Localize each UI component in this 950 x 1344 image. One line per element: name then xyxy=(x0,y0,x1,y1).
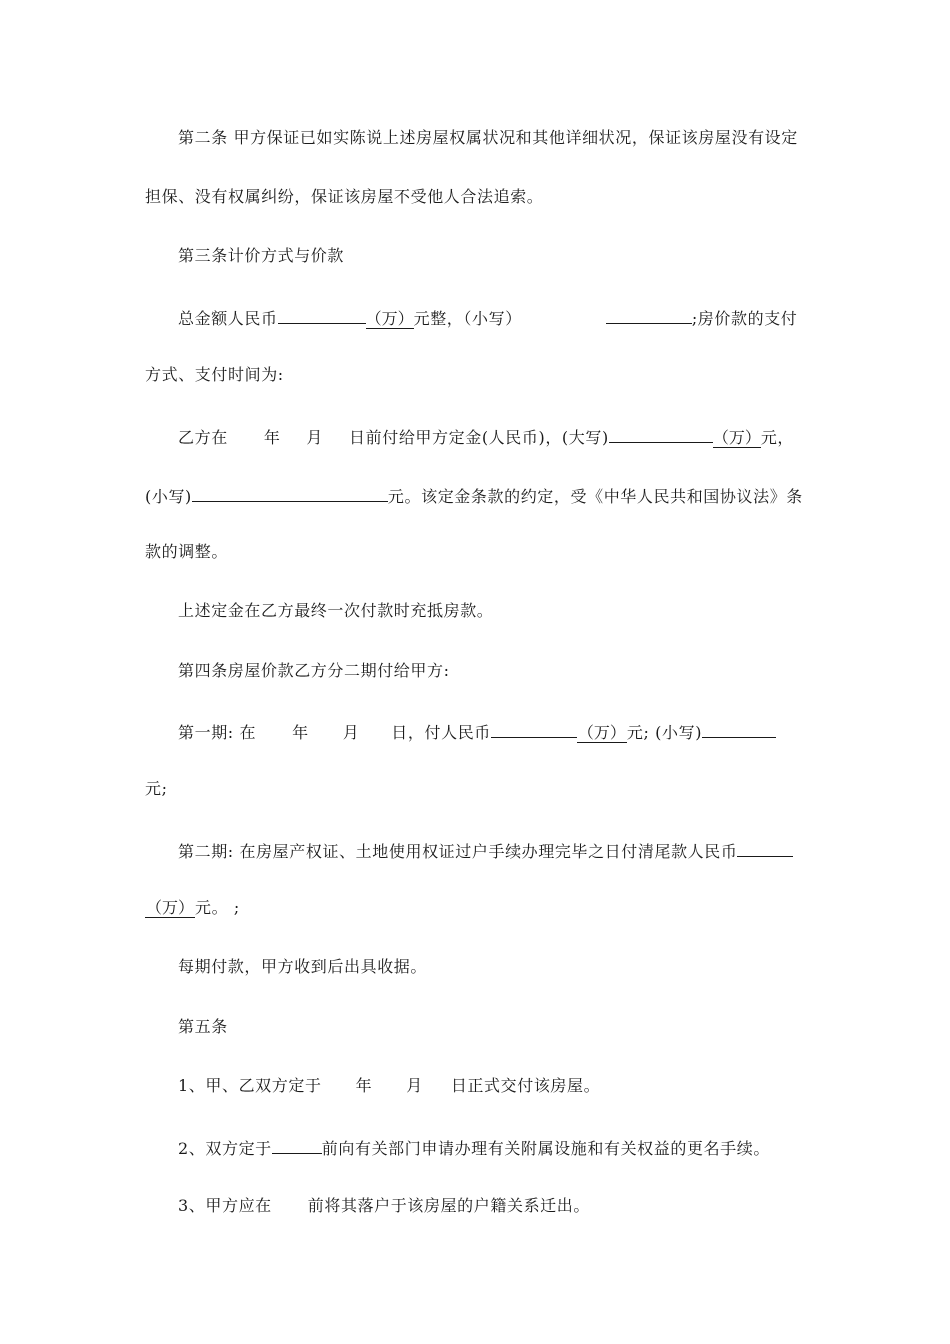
total-prefix: 总金额人民币 xyxy=(178,309,278,328)
p1-a: 第一期: 在 xyxy=(178,723,257,742)
deposit-year: 年 xyxy=(263,428,281,447)
item2-b: 前向有关部门申请办理有关附属设施和有关权益的更名手续。 xyxy=(321,1139,770,1158)
item1-a: 1、甲、乙双方定于 xyxy=(178,1076,322,1095)
small-blank xyxy=(192,483,388,502)
item1-line xyxy=(178,1075,600,1097)
small-suffix: 元。该定金条款的约定，受《中华人民共和国协议法》条 xyxy=(387,487,803,506)
total-blank xyxy=(278,305,366,324)
deposit-wan: （万） xyxy=(712,428,761,447)
p1-c: 元; (小写) xyxy=(626,723,703,742)
p1-small-blank xyxy=(702,719,776,738)
deposit-big-blank xyxy=(609,424,713,443)
phase2-end xyxy=(145,897,240,919)
p1-wan: （万） xyxy=(577,723,626,742)
item2-line xyxy=(178,1135,770,1160)
deposit-line xyxy=(178,424,794,449)
phase1-line xyxy=(178,719,776,744)
total-wan: （万） xyxy=(365,309,414,328)
article2-line2: 担保、没有权属纠纷，保证该房屋不受他人合法追索。 xyxy=(145,187,544,206)
total-suffix: ;房价款的支付 xyxy=(691,309,798,328)
deposit-b: 日前付给甲方定金(人民币)，(大写) xyxy=(349,428,609,447)
p2-b: 元。 ; xyxy=(195,898,240,917)
deposit-month: 月 xyxy=(306,428,324,447)
article3-title: 第三条计价方式与价款 xyxy=(178,246,345,265)
p2-amount-blank xyxy=(737,838,793,857)
p1-amount-blank xyxy=(491,719,577,738)
p2-wan: （万） xyxy=(145,898,194,917)
p1-b: 日，付人民币 xyxy=(391,723,491,742)
pay-method: 方式、支付时间为: xyxy=(145,365,284,384)
article2-line1: 第二条 甲方保证已如实陈说上述房屋权属状况和其他详细状况，保证该房屋没有设定 xyxy=(178,128,798,147)
small-line3: 款的调整。 xyxy=(145,542,229,561)
p2-a: 第二期: 在房屋产权证、土地使用权证过户手续办理完毕之日付清尾款人民币 xyxy=(178,842,738,861)
phase2-line xyxy=(178,838,793,863)
item1-year: 年 xyxy=(355,1076,373,1095)
item1-month: 月 xyxy=(406,1076,423,1095)
receipt-line: 每期付款，甲方收到后出具收据。 xyxy=(178,957,428,976)
p1-month: 月 xyxy=(342,723,360,742)
total-mid: 元整，（小写） xyxy=(413,309,522,328)
item2-a: 2、双方定于 xyxy=(178,1139,272,1158)
item1-b: 日正式交付该房屋。 xyxy=(450,1076,601,1095)
item3-b: 前将其落户于该房屋的户籍关系迁出。 xyxy=(307,1196,590,1215)
deposit-offset: 上述定金在乙方最终一次付款时充抵房款。 xyxy=(178,601,494,620)
deposit-a: 乙方在 xyxy=(178,428,228,447)
phase1-end: 元; xyxy=(145,779,168,798)
item2-blank xyxy=(272,1135,322,1154)
article3-total-line xyxy=(178,305,797,330)
p1-year: 年 xyxy=(292,723,309,742)
deposit-small-line xyxy=(145,483,803,508)
total-small-blank xyxy=(606,305,692,324)
deposit-yuan: 元， xyxy=(760,428,795,447)
article4-title: 第四条房屋价款乙方分二期付给甲方: xyxy=(178,661,450,680)
item3-a: 3、甲方应在 xyxy=(178,1196,272,1215)
small-prefix: (小写) xyxy=(145,487,192,506)
article5-title: 第五条 xyxy=(178,1017,228,1036)
item3-line xyxy=(178,1195,590,1217)
